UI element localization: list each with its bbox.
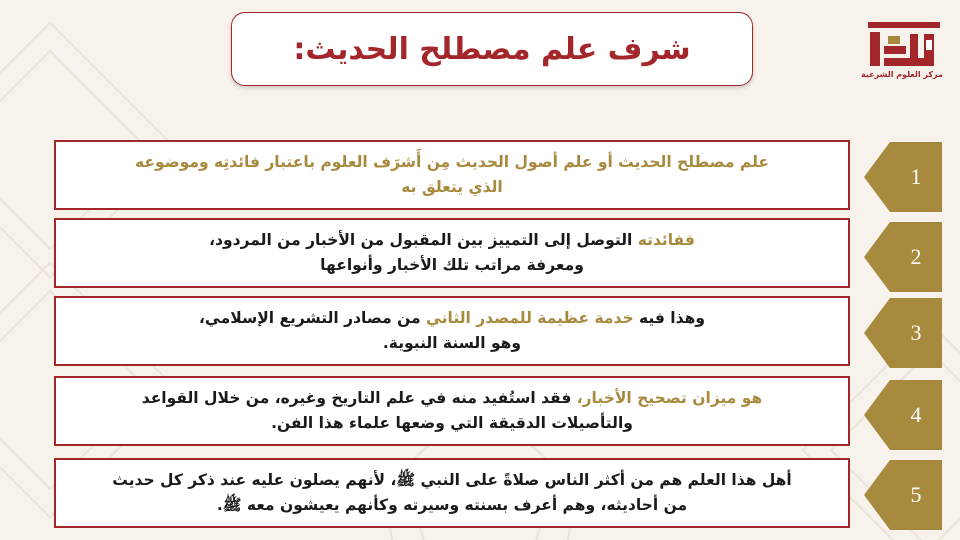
number-tab <box>864 222 942 292</box>
line-1-pre: وهذا فيه <box>633 309 705 327</box>
list-item-text <box>124 386 781 436</box>
line-1-rest: التوصل إلى التمييز بين المقبول من الأخبار من المردود، <box>209 231 638 249</box>
item-number: 1 <box>910 164 922 189</box>
number-tab <box>864 142 942 212</box>
item-number: 4 <box>910 402 922 427</box>
list-item <box>54 140 850 210</box>
list-item-text <box>94 468 809 518</box>
item-number: 3 <box>910 320 922 345</box>
number-tab <box>864 460 942 530</box>
title-box <box>231 12 753 86</box>
list-item <box>54 458 850 528</box>
list-item <box>54 218 850 288</box>
line-1-rest: من مصادر التشريع الإسلامي، <box>199 309 427 327</box>
list-item-text <box>191 228 713 278</box>
list-item-text <box>117 150 787 200</box>
item-number: 5 <box>910 482 922 507</box>
line-2: والتأصيلات الدقيقة التي وضعها علماء هذا الفن. <box>271 414 633 432</box>
line-2: ومعرفة مراتب تلك الأخبار وأنواعها <box>320 256 584 274</box>
highlight-text: ففائدته <box>637 231 695 249</box>
line-1 <box>209 228 695 253</box>
number-tab <box>864 298 942 368</box>
line-2: وهو السنة النبوية. <box>382 334 522 352</box>
line-1 <box>142 386 763 411</box>
line-1-rest: فقد استُفيد منه في علم التاريخ وغيره، من خلال القواعد <box>141 389 577 407</box>
list-item <box>54 376 850 446</box>
logo-emblem <box>864 20 944 90</box>
highlight-text: هو ميزان تصحيح الأخبار، <box>576 389 763 407</box>
highlight-text: خدمة عظيمة للمصدر الثاني <box>426 309 634 327</box>
number-tab <box>864 380 942 450</box>
list-item-text <box>181 306 723 356</box>
line-1: علم مصطلح الحديث أو علم أصول الحديث مِن أَشرَف العلوم باعتبار فائدتِه وموضوعه <box>135 153 769 171</box>
item-number: 2 <box>910 244 922 269</box>
page-title: شرف علم مصطلح الحديث: <box>293 31 691 67</box>
list-item <box>54 296 850 366</box>
line-2: الذي يتعلق به <box>401 178 503 196</box>
line-1 <box>199 306 705 331</box>
logo-subtitle: مركز العلوم الشرعية <box>861 70 943 79</box>
line-2: من أحاديثه، وهم أعرف بسنته وسيرته وكأنهم يعيشون معه ﷺ. <box>216 496 688 514</box>
line-1: أهل هذا العلم هم من أكثر الناس صلاةً على النبي ﷺ، لأنهم يصلون عليه عند ذكر كل حديث <box>112 471 792 489</box>
